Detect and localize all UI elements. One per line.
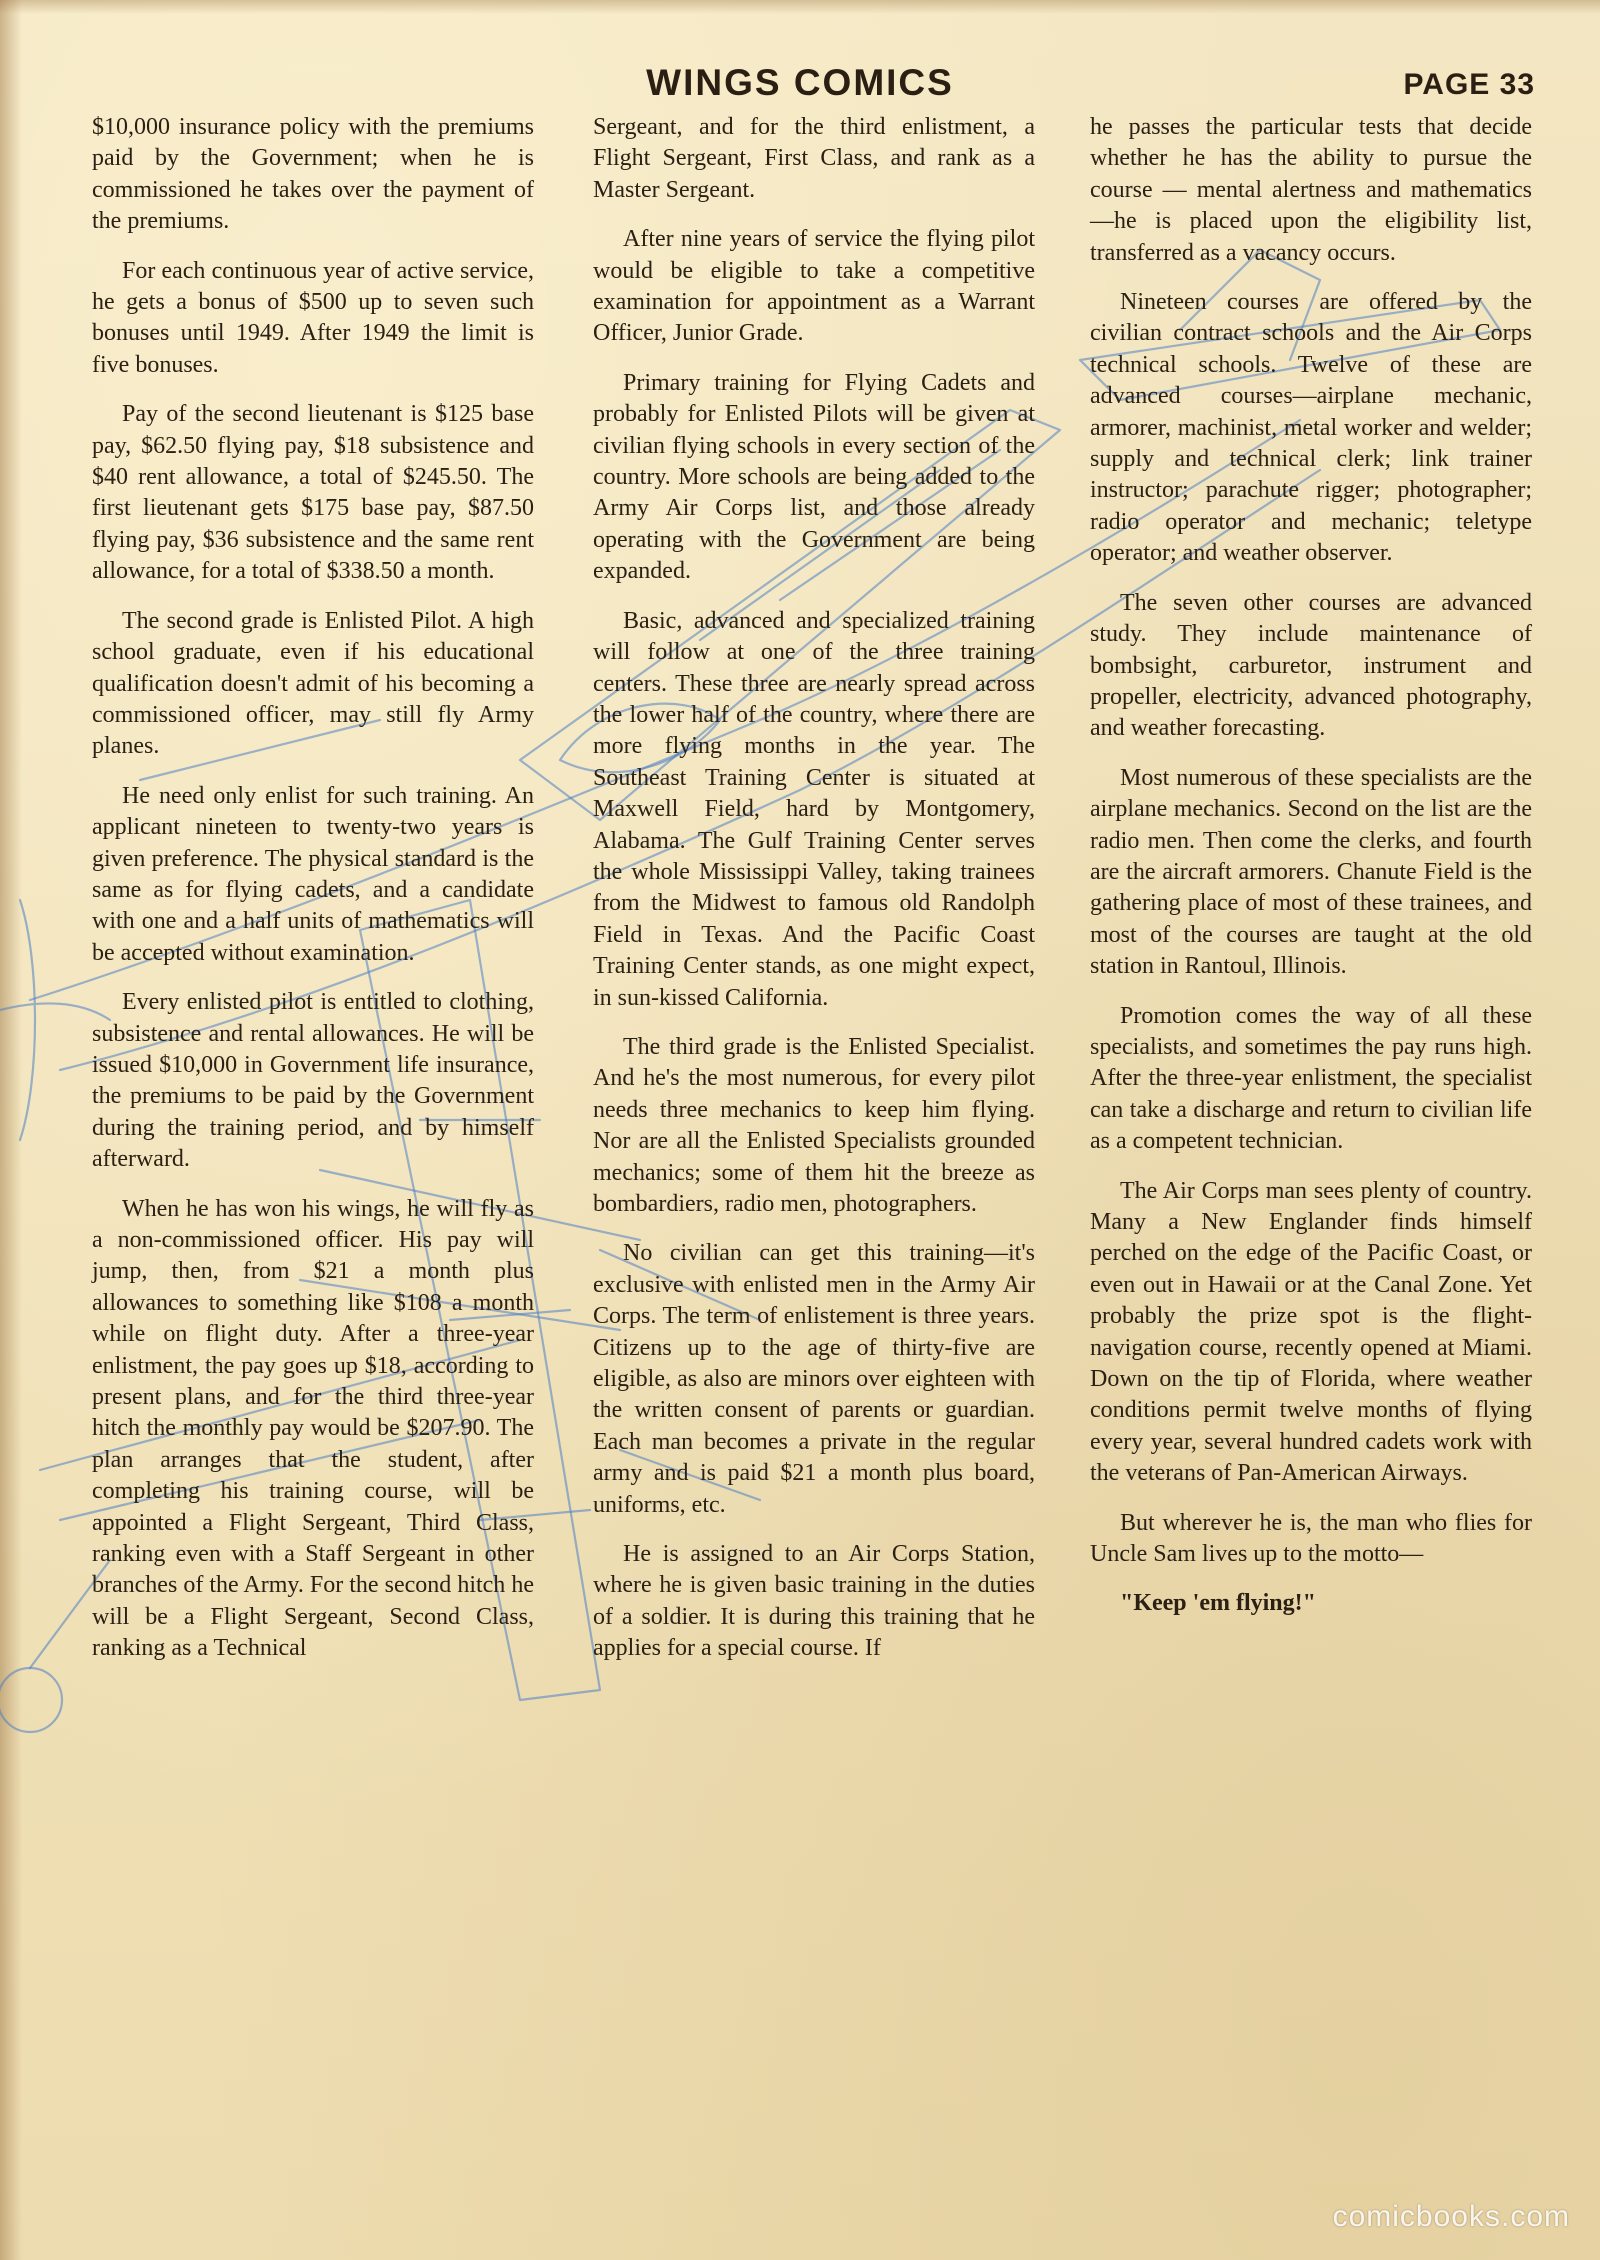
paragraph: he passes the particular tests that decide whether he has the ability to pursue the course — mental alertness and mathematics—he is placed upon the eligibility list, transferred as a vacancy occurs. [1090, 114, 1532, 266]
magazine-title: WINGS COMICS [646, 62, 954, 103]
paragraph: He need only enlist for such training. An applicant nineteen to twenty-two years is given preference. The physical standard is the same as for flying cadets, and a candidate with one and a half units of mathematics will be accepted without examination. [92, 782, 534, 966]
paragraph: After nine years of service the flying pilot would be eligible to take a competitive examination for appointment as a Warrant Officer, Junior Grade. [593, 226, 1035, 347]
paragraph: The third grade is the Enlisted Specialist. And he's the most numerous, for every pilot needs three mechanics to keep him flying. Nor are all the Enlisted Specialists grounded mechanics; some of them hit the breeze as bombardiers, radio men, photographers. [593, 1033, 1035, 1217]
paragraph: Primary training for Flying Cadets and probably for Enlisted Pilots will be given at civilian flying schools in every section of the country. More schools are being added to the Army Air Corps list, and those already operating with the Government are being expanded. [593, 369, 1035, 585]
article-body [0, 112, 1600, 2192]
text-column-2 [593, 112, 1035, 1683]
paragraph: The seven other courses are advanced study. They include maintenance of bombsight, carburetor, instrument and propeller, electricity, advanced photography, and weather forecasting. [1090, 589, 1532, 742]
paragraph: The second grade is Enlisted Pilot. A high school graduate, even if his educational qualification doesn't admit of his becoming a commissioned officer, may still fly Army planes. [92, 607, 534, 760]
motto-quote: "Keep 'em flying!" [1120, 1590, 1316, 1617]
paragraph: No civilian can get this training—it's exclusive with enlisted men in the Army Air Corps. The term of enlistement is three years. Citizens up to the age of thirty-five are eligible, as also are minors over eighteen with the written consent of parents or guardian. Each man becomes a private in the regular army and is paid $21 a month plus board, uniforms, etc. [593, 1240, 1035, 1518]
page-number: PAGE 33 [1403, 68, 1535, 101]
paragraph: Most numerous of these specialists are the airplane mechanics. Second on the list are the radio men. Then come the clerks, and fourth are the aircraft armorers. Chanute Field is the gathering place of most of these trainees, and most of the courses are taught at the old station in Rantoul, Illinois. [1090, 764, 1532, 980]
paragraph: Sergeant, and for the third enlistment, a Flight Sergeant, First Class, and rank as a Master Sergeant. [593, 114, 1035, 203]
paragraph: When he has won his wings, he will fly as a non-commissioned officer. His pay will jump, then, from $21 a month plus allowances to something like $108 a month while on flight duty. After a three-year enlistment, the pay goes up $18, according to present plans, and for the third three-year hitch the monthly pay would be $207.90. The plan arranges that the student, after completing his training course, will be appointed a Flight Sergeant, Third Class, ranking even with a Staff Sergeant in other branches of the Army. For the second hitch he will be a Flight Sergeant, Second Class, ranking as a Technical [92, 1195, 534, 1662]
paragraph: Every enlisted pilot is entitled to clothing, subsistence and rental allowances. He will be issued $10,000 in Government life insurance, the premiums to be paid by the Government during the training period, and by himself afterward. [92, 989, 534, 1173]
paragraph: Nineteen courses are offered by the civilian contract schools and the Air Corps technical schools. Twelve of these are advanced courses—airplane mechanic, armorer, machinist, metal worker and welder; supply and technical clerk; link trainer instructor; parachute rigger; photographer; radio operator and mechanic; teletype operator; and weather observer. [1090, 289, 1532, 567]
page-top-shadow [0, 0, 1600, 14]
page-header [0, 62, 1600, 118]
paragraph: The Air Corps man sees plenty of country. Many a New Englander finds himself perched on the edge of the Pacific Coast, or even out in Hawaii or at the Canal Zone. Yet probably the prize spot is the flight-navigation course, recently opened at Miami. Down on the tip of Florida, where weather conditions permit twelve months of flying every year, several hundred cadets work with the veterans of Pan-American Airways. [1090, 1177, 1532, 1487]
text-column-1 [92, 112, 534, 1683]
paragraph: He is assigned to an Air Corps Station, where he is given basic training in the duties of a soldier. It is during this training that he applies for a special course. If [593, 1541, 1035, 1662]
paragraph: Promotion comes the way of all these specialists, and sometimes the pay runs high. After the three-year enlistment, the specialist can take a discharge and return to civilian life as a competent technician. [1090, 1002, 1532, 1155]
paragraph: For each continuous year of active service, he gets a bonus of $500 up to seven such bonuses until 1949. After 1949 the limit is five bonuses. [92, 257, 534, 378]
paragraph: $10,000 insurance policy with the premiums paid by the Government; when he is commissioned he takes over the payment of the premiums. [92, 114, 534, 235]
text-column-3 [1090, 112, 1532, 1638]
site-watermark: comicbooks.com [1332, 2200, 1570, 2233]
paragraph: Basic, advanced and specialized training will follow at one of the three training centers. These three are nearly spread across the lower half of the country, where there are more flying months in the year. The Southeast Training Center is situated at Maxwell Field, hard by Montgomery, Alabama. The Gulf Training Center serves the whole Mississippi Valley, taking trainees from the Midwest to famous old Randolph Field in Texas. And the Pacific Coast Training Center stands, as one might expect, in sun-kissed California. [593, 607, 1035, 1011]
paragraph: Pay of the second lieutenant is $125 base pay, $62.50 flying pay, $18 subsistence and $40 rent allowance, a total of $245.50. The first lieutenant gets $175 base pay, $87.50 flying pay, $36 subsistence and the same rent allowance, for a total of $338.50 a month. [92, 401, 534, 585]
paragraph: But wherever he is, the man who flies for Uncle Sam lives up to the motto— [1090, 1509, 1532, 1568]
